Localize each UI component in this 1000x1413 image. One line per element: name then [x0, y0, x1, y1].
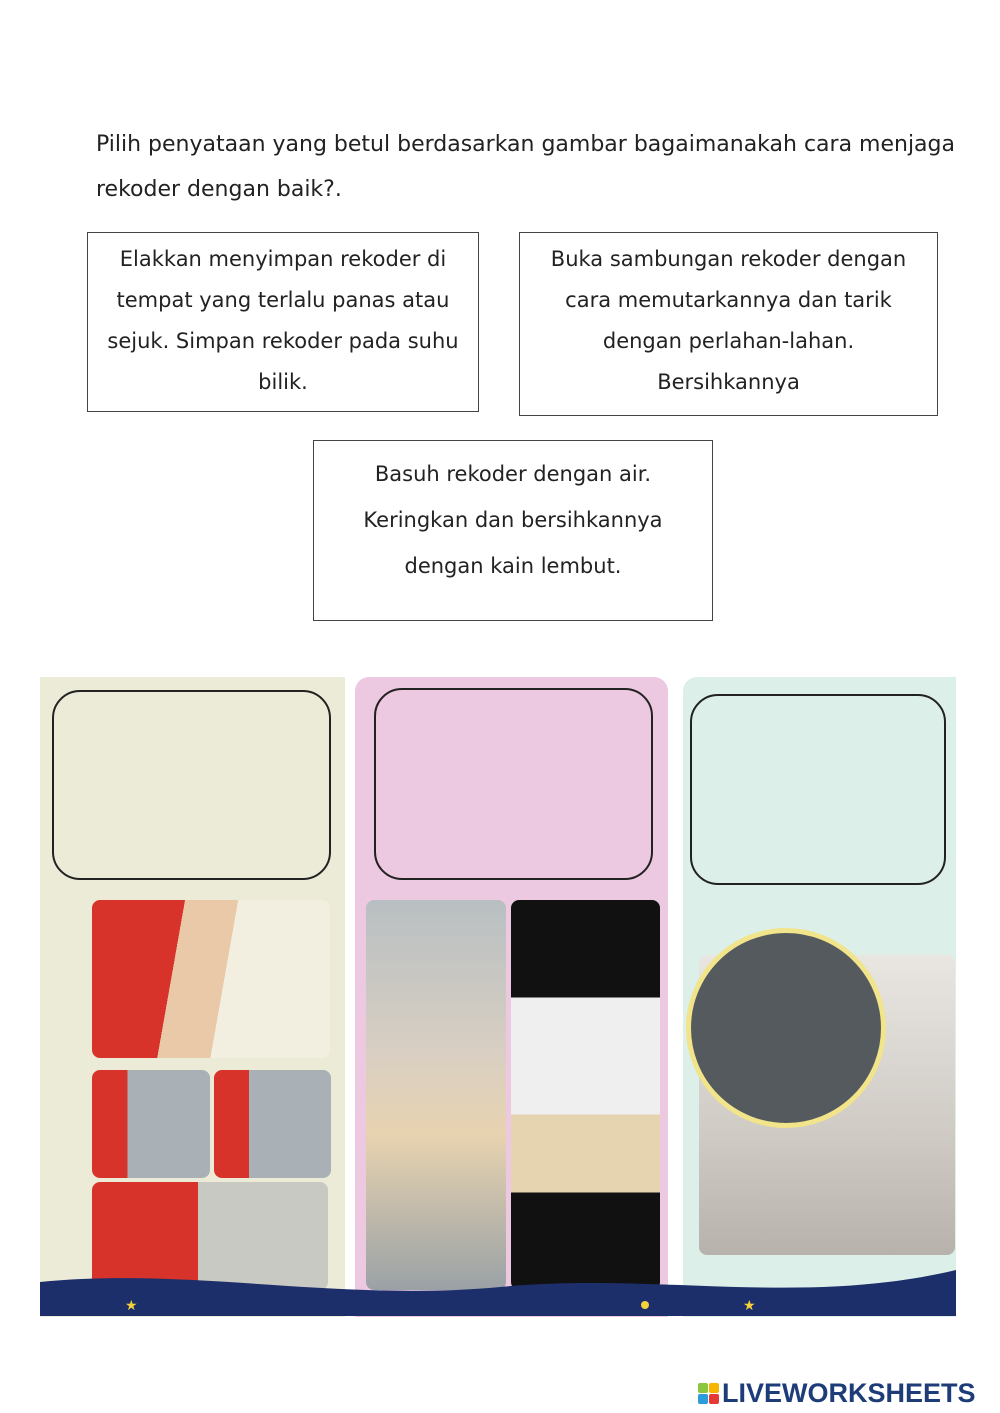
- photo-recorder-storage: [92, 900, 330, 1058]
- photo-recorder-small-1: [92, 1070, 210, 1178]
- decorative-wave: [40, 1262, 956, 1316]
- answer-card-disassemble[interactable]: Buka sambungan rekoder dengan cara memutarkannya dan tarik dengan perlahan-lahan. Bersihkannya: [519, 232, 938, 416]
- dot-icon: [641, 1301, 649, 1309]
- logo-text: LIVEWORKSHEETS: [722, 1378, 976, 1408]
- answer-card-storage[interactable]: Elakkan menyimpan rekoder di tempat yang terlalu panas atau sejuk. Simpan rekoder pada suhu bilik.: [87, 232, 479, 412]
- drop-zone-1[interactable]: [52, 690, 331, 880]
- star-icon: ★: [743, 1298, 756, 1314]
- photo-drying-recorder: [511, 900, 660, 1290]
- drop-zone-2[interactable]: [374, 688, 653, 880]
- photo-washing-recorder: [366, 900, 506, 1290]
- drop-zone-3[interactable]: [690, 694, 946, 885]
- logo-icon: [698, 1383, 719, 1404]
- liveworksheets-logo: [698, 1378, 976, 1409]
- photo-recorder-closeup-circle: [686, 928, 886, 1128]
- star-icon: ★: [125, 1298, 138, 1314]
- answer-card-wash[interactable]: Basuh rekoder dengan air. Keringkan dan bersihkannya dengan kain lembut.: [313, 440, 713, 621]
- question-text: Pilih penyataan yang betul berdasarkan gambar bagaimanakah cara menjaga rekoder dengan baik?.: [96, 132, 955, 202]
- photo-recorder-small-2: [214, 1070, 331, 1178]
